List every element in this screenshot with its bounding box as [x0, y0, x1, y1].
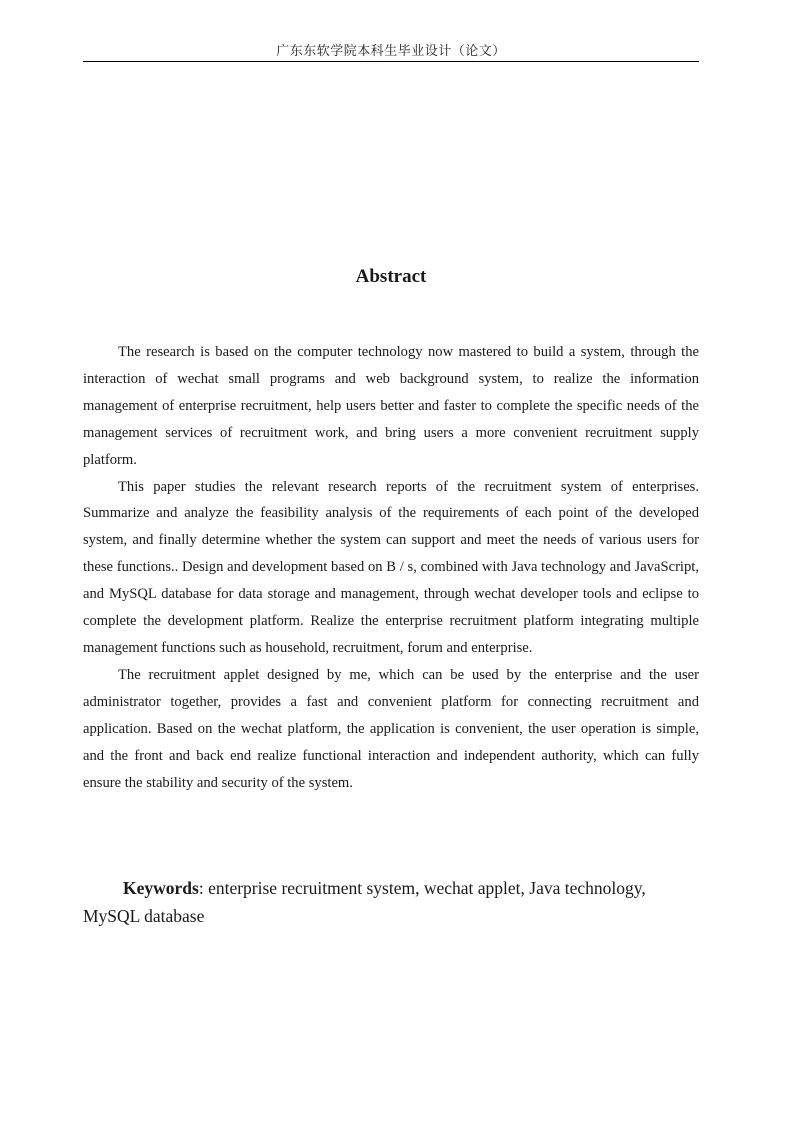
abstract-paragraph-1: The research is based on the computer technology now mastered to build a system, through the interaction of wechat small programs and web background system, to realize the information management of enterprise recruitment, help users better and faster to complete the specific needs of the management services of recruitment work, and bring users a more convenient recruitment supply platform. — [83, 344, 699, 468]
abstract-body — [83, 339, 699, 796]
keywords-separator: : — [198, 878, 204, 898]
keywords-line — [83, 874, 699, 930]
header-divider — [83, 61, 699, 62]
abstract-title: Abstract — [355, 266, 427, 287]
abstract-paragraph-3: The recruitment applet designed by me, which can be used by the enterprise and the user administrator together, provides a fast and convenient platform for connecting recruitment and application. Based on the wechat platform, the application is convenient, the user operation is simple, and the front and back end realize functional interaction and independent authority, which can fully ensure the stability and security of the system. — [83, 666, 699, 791]
keywords-label: Keywords — [123, 878, 199, 898]
running-header: 广东东软学院本科生毕业设计（论文） — [276, 43, 506, 58]
abstract-paragraph-2: This paper studies the relevant research reports of the recruitment system of enterprises. Summarize and analyze the feasibility analysis of the requirements of each point of the developed system, and finally determine whether the system can support and meet the needs of various users for these functions.. Design and development based on B / s, combined with Java technology and JavaScript, and MySQL database for data storage and management, through wechat developer tools and eclipse to complete the development platform. Realize the enterprise recruitment platform integrating multiple management functions such as household, recruitment, forum and enterprise. — [83, 478, 699, 656]
keywords-text: enterprise recruitment system, wechat applet, Java technology, MySQL database — [83, 878, 646, 926]
